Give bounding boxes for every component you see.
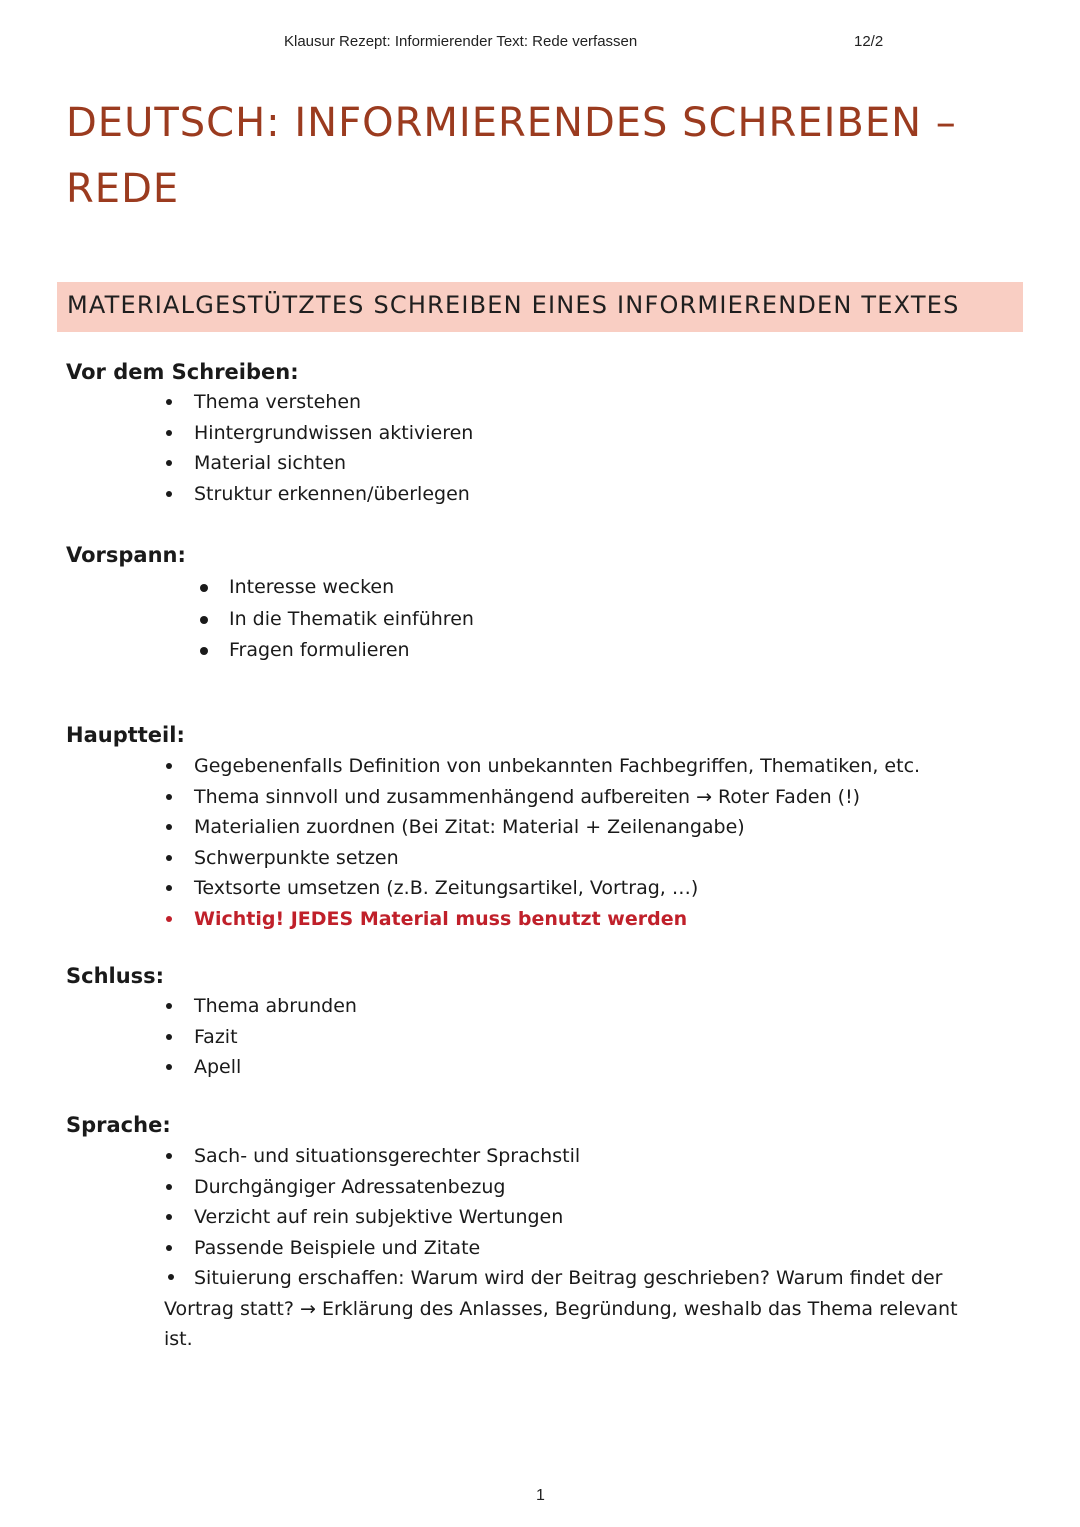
list-item (194, 843, 920, 874)
list-item-text: Thema sinnvoll und zusammenhängend aufbereiten → Roter Faden (!) (194, 785, 861, 808)
bullet-icon (200, 647, 208, 655)
list-item-wrapped (164, 1263, 984, 1355)
bullet-icon (166, 885, 172, 891)
list-item-text: Hintergrundwissen aktivieren (194, 421, 474, 444)
list-item (194, 1052, 357, 1083)
list-item (194, 479, 473, 510)
list-item-text: Gegebenenfalls Definition von unbekannten Fachbegriffen, Thematiken, etc. (194, 755, 921, 777)
heading-sprache: Sprache: (66, 1113, 171, 1137)
list-item-text: Material sichten (194, 452, 347, 474)
warning-text: Wichtig! JEDES Material muss benutzt werden (194, 907, 688, 930)
list-item-text: Fazit (194, 1025, 238, 1048)
list-item (194, 812, 920, 843)
list-vorspann (229, 572, 474, 667)
list-item (194, 782, 920, 813)
page-title (66, 90, 966, 222)
bullet-icon (200, 616, 208, 624)
bullet-icon (166, 430, 172, 436)
list-item-text: Apell (194, 1056, 242, 1078)
list-item-text: Struktur erkennen/überlegen (194, 482, 470, 505)
list-schluss (194, 991, 357, 1083)
list-item-text: Materialien zuordnen (Bei Zitat: Material + Zeilenangabe) (194, 816, 745, 838)
list-item-text: Fragen formulieren (229, 639, 410, 661)
list-hauptteil (194, 751, 920, 934)
list-item-text: Interesse wecken (229, 576, 395, 598)
bullet-icon (166, 1153, 172, 1159)
bullet-icon (166, 1245, 172, 1251)
heading-schluss: Schluss: (66, 964, 165, 988)
bullet-icon (166, 763, 172, 769)
list-item-text: Schwerpunkte setzen (194, 846, 399, 869)
bullet-icon (166, 1064, 172, 1070)
list-item (194, 1172, 580, 1203)
page-title-line-2: REDE (66, 166, 180, 212)
list-item (194, 991, 357, 1022)
list-item (194, 418, 473, 449)
list-item (194, 1022, 357, 1053)
list-item (229, 604, 474, 636)
bullet-icon (166, 1184, 172, 1190)
list-item (194, 873, 920, 904)
page-number: 1 (536, 1487, 545, 1504)
bullet-icon (168, 1274, 174, 1280)
bullet-icon (166, 491, 172, 497)
document-header-title: Klausur Rezept: Informierender Text: Rede verfassen (284, 33, 638, 50)
list-item (194, 1233, 580, 1264)
warning-list-item (194, 904, 920, 935)
list-item (229, 572, 474, 604)
list-item (194, 751, 920, 782)
page-title-line-1: DEUTSCH: INFORMIERENDES SCHREIBEN – (66, 100, 957, 146)
heading-vorspann: Vorspann: (66, 543, 186, 567)
list-item (194, 387, 473, 418)
list-item (194, 448, 473, 479)
bullet-icon (166, 1214, 172, 1220)
bullet-icon (200, 584, 208, 592)
list-item-text: Sach- und situationsgerechter Sprachstil (194, 1145, 581, 1167)
bullet-icon (166, 824, 172, 830)
list-item-text: Textsorte umsetzen (z.B. Zeitungsartikel, Vortrag, …) (194, 877, 699, 899)
heading-hauptteil: Hauptteil: (66, 723, 185, 747)
list-item-text: Verzicht auf rein subjektive Wertungen (194, 1206, 564, 1228)
list-item-text: Thema verstehen (194, 391, 362, 413)
list-sprache (194, 1141, 580, 1263)
bullet-icon (166, 399, 172, 405)
list-item (194, 1141, 580, 1172)
bullet-icon (166, 1003, 172, 1009)
bullet-icon (166, 1034, 172, 1040)
list-item (194, 1202, 580, 1233)
heading-vor-dem-schreiben: Vor dem Schreiben: (66, 360, 299, 384)
bullet-icon (166, 794, 172, 800)
list-item-text: In die Thematik einführen (229, 607, 474, 630)
section-heading-band (57, 282, 1023, 332)
bullet-icon (166, 916, 172, 922)
document-header-page-ref: 12/2 (854, 33, 884, 50)
bullet-icon (166, 855, 172, 861)
bullet-icon (166, 460, 172, 466)
list-item (229, 635, 474, 667)
list-item-text: Durchgängiger Adressatenbezug (194, 1175, 506, 1198)
list-item-text: Situierung erschaffen: Warum wird der Beitrag geschrieben? Warum findet der Vortrag statt? → Erklärung des Anlasses, Begründung, weshalb das Thema relevant ist. (164, 1267, 958, 1350)
list-vor-dem-schreiben (194, 387, 473, 509)
list-item-text: Passende Beispiele und Zitate (194, 1236, 481, 1259)
list-item-text: Thema abrunden (194, 995, 357, 1017)
section-heading: MATERIALGESTÜTZTES SCHREIBEN EINES INFORMIERENDEN TEXTES (67, 291, 960, 319)
